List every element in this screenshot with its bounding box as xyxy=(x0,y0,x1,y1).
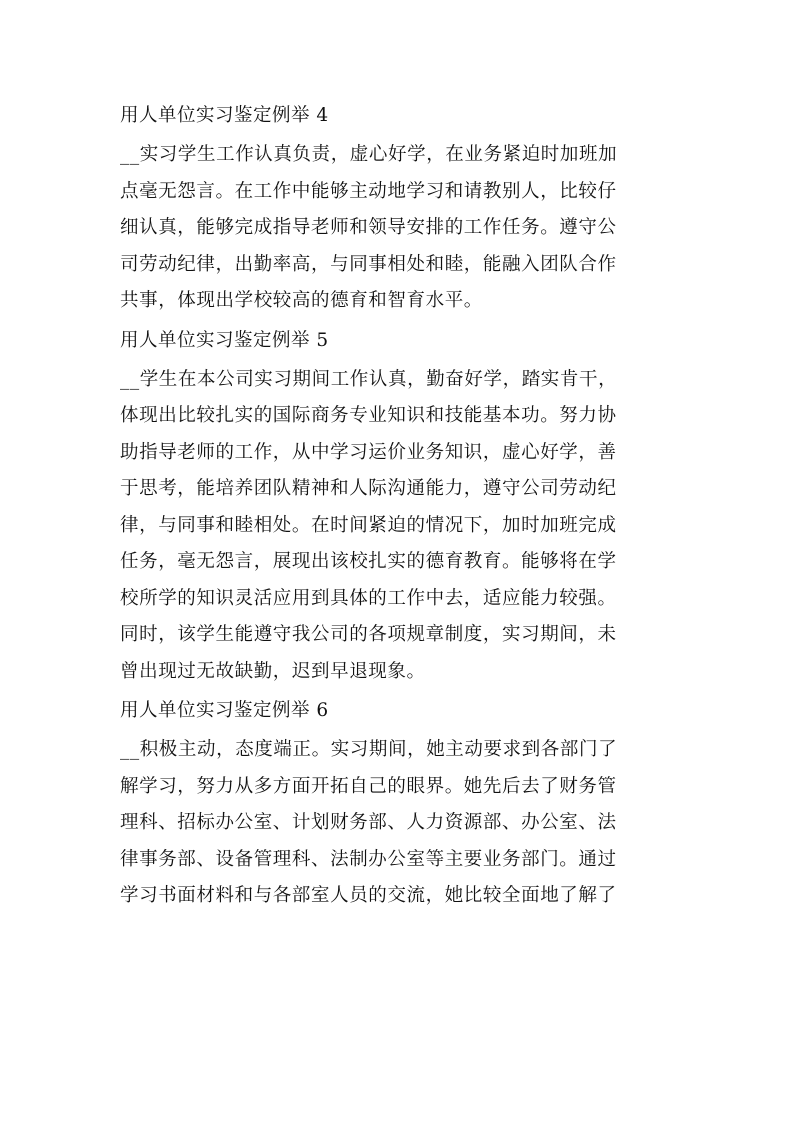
section-paragraph-5 xyxy=(120,362,676,691)
section-heading-4: 用人单位实习鉴定例举 4 xyxy=(120,105,329,126)
section-paragraph-6 xyxy=(120,732,676,915)
paragraph-line: 律事务部、设备管理科、法制办公室等主要业务部门。通过 xyxy=(120,848,617,870)
paragraph-line: 共事，体现出学校较高的德育和智育水平。 xyxy=(120,290,483,311)
paragraph-line: 理科、招标办公室、计划财务部、人力资源部、办公室、法 xyxy=(120,812,617,833)
section-heading-6: 用人单位实习鉴定例举 6 xyxy=(120,700,329,721)
paragraph-line: 同时，该学生能遵守我公司的各项规章制度，实习期间，未 xyxy=(120,624,617,645)
section-heading-5: 用人单位实习鉴定例举 5 xyxy=(120,329,329,351)
paragraph-line: __积极主动，态度端正。实习期间，她主动要求到各部门了 xyxy=(120,739,618,760)
paragraph-line: 学习书面材料和与各部室人员的交流，她比较全面地了解了 xyxy=(120,885,617,906)
paragraph-line: 点毫无怨言。在工作中能够主动地学习和请教别人，比较仔 xyxy=(120,180,617,202)
paragraph-line: 细认真，能够完成指导老师和领导安排的工作任务。遵守公 xyxy=(120,217,617,238)
paragraph-line: 助指导老师的工作，从中学习运价业务知识，虚心好学，善 xyxy=(120,441,617,463)
paragraph-line: 任务，毫无怨言，展现出该校扎实的德育教育。能够将在学 xyxy=(120,551,617,572)
paragraph-line: 于思考，能培养团队精神和人际沟通能力，遵守公司劳动纪 xyxy=(120,478,617,499)
paragraph-line: 体现出比较扎实的国际商务专业知识和技能基本功。努力协 xyxy=(120,405,617,426)
paragraph-line: __实习学生工作认真负责，虚心好学，在业务紧迫时加班加 xyxy=(120,144,618,165)
section-paragraph-4 xyxy=(120,137,676,320)
document-body xyxy=(120,95,676,915)
paragraph-line: 曾出现过无故缺勤，迟到早退现象。 xyxy=(120,660,426,682)
paragraph-line: __学生在本公司实习期间工作认真，勤奋好学，踏实肯干， xyxy=(120,368,618,390)
paragraph-line: 律，与同事和睦相处。在时间紧迫的情况下，加时加班完成 xyxy=(120,514,617,536)
paragraph-line: 解学习，努力从多方面开拓自己的眼界。她先后去了财务管 xyxy=(120,775,617,797)
paragraph-line: 司劳动纪律，出勤率高，与同事相处和睦，能融入团队合作 xyxy=(120,253,617,275)
paragraph-line: 校所学的知识灵活应用到具体的工作中去，适应能力较强。 xyxy=(120,587,617,609)
